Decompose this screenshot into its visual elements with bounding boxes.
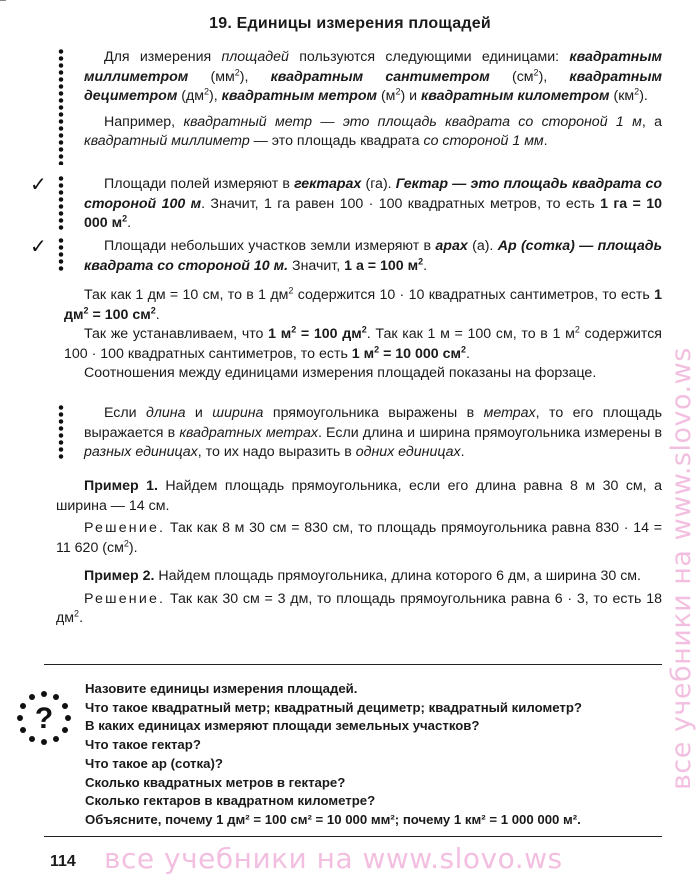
question-item: Что такое гектар? bbox=[85, 737, 201, 753]
checkmark-icon: ✓ bbox=[30, 236, 47, 258]
example-1: Пример 1. Найдем площадь прямоугольника, если его длина равна 8 м 30 см, а ширина — 14 см. Решение. Так как 8 м 30 см = 830 см, то площадь прямоугольника равна 830 · 14 = 11 620 $(см^2)$. bbox=[56, 478, 662, 556]
example-label: Пример 2. bbox=[84, 568, 155, 584]
section-title: 19. Единицы измерения площадей bbox=[209, 15, 491, 32]
solution-label: Решение. bbox=[84, 520, 166, 536]
review-questions bbox=[85, 680, 665, 830]
example-label: Пример 1. bbox=[84, 478, 158, 494]
question-item: Сколько гектаров в квадратном километре? bbox=[85, 793, 376, 809]
question-item: Что такое ар (сотка)? bbox=[85, 755, 223, 771]
svg-text:?: ? bbox=[34, 702, 54, 735]
relation-paragraph: Соотношения между единицами измерения площадей показаны на форзаце. bbox=[84, 365, 597, 381]
example-paragraph: Например, квадратный метр — это площадь квадрата со стороной 1 м, а квадратный миллиметр — это площадь квадрата со стороной 1 мм. bbox=[84, 113, 662, 149]
conversion-text bbox=[64, 286, 662, 384]
definition-block bbox=[84, 48, 662, 152]
page-number: 114 bbox=[50, 853, 76, 870]
question-item: В каких единицах измеряют площади земельных участков? bbox=[85, 718, 480, 734]
checkmark-icon: ✓ bbox=[30, 174, 47, 196]
corner-mark bbox=[0, 0, 6, 7]
question-item: Назовите единицы измерения площадей. bbox=[85, 681, 358, 696]
rule-marker-dots bbox=[58, 237, 64, 273]
question-icon bbox=[16, 690, 72, 746]
rule-block: Если длина и ширина прямоугольника выражены в метрах, то его площадь выражается в квадратных метрах. Если длина и ширина прямоугольника измерены в разных единицах, то их надо выразить в одних единицах. bbox=[84, 405, 662, 460]
hectare-block: Площади полей измеряют в гектарах (га). Гектар — это площадь квадрата со стороной 100 м. Значит, 1 га равен 100 · 100 квадратных метров, то есть 1 га = 10 000 $м^2$. bbox=[84, 176, 663, 231]
example-2: Пример 2. Найдем площадь прямоугольника, длина которого 6 дм, а ширина 30 см. Решение. Так как 30 см = 3 дм, то площадь прямоугольника равна 6 · 3, то есть 18 $дм^2$. bbox=[56, 568, 662, 626]
ar-block: Площади небольших участков земли измеряют в арах (а). Ар (сотка) — площадь квадрата со стороной 10 м. Значит, 1 а = 100 $м^2$. bbox=[84, 238, 663, 274]
units-paragraph: Для измерения площадей пользуются следующими единицами: квадратным миллиметром $(мм^2)$, квадратным сантиметром $(см^2)$, квадратным дециметром $(дм^2)$, квадратным метром $(м^2)$ и квадратным километром $(км^2)$. bbox=[84, 49, 662, 104]
rule-marker-dots bbox=[58, 175, 64, 231]
watermark-side: все учебники на www.slovo.ws bbox=[666, 347, 697, 790]
divider-top bbox=[44, 664, 662, 665]
dm-paragraph: Так как 1 дм = 10 см, то в 1 $дм^2$ содержится 10 · 10 квадратных сантиметров, то есть 1 $дм^2 = 100$ $см^2$. bbox=[64, 285, 662, 323]
question-item: Что такое квадратный метр; квадратный дециметр; квадратный километр? bbox=[85, 699, 582, 715]
solution-label: Решение. bbox=[84, 590, 166, 607]
question-item: Сколько квадратных метров в гектаре? bbox=[85, 774, 346, 790]
m-paragraph: Так же устанавливаем, что 1 $м^2 = 100$ $дм^2$. Так как 1 м = 100 см, то в 1 $м^2$ содержится 100 · 100 квадратных сантиметров, то есть 1 $м^2 = 10$ 000 $см^2$. bbox=[64, 324, 662, 362]
watermark-bottom: все учебники на www.slovo.ws bbox=[104, 842, 563, 875]
rule-marker-dots bbox=[58, 404, 64, 460]
divider-bottom bbox=[44, 836, 662, 837]
rule-marker-dots bbox=[58, 48, 64, 165]
question-item: Объясните, почему 1 дм² = 100 см² = 10 000 мм²; почему 1 км² = 1 000 000 м². bbox=[85, 811, 581, 827]
